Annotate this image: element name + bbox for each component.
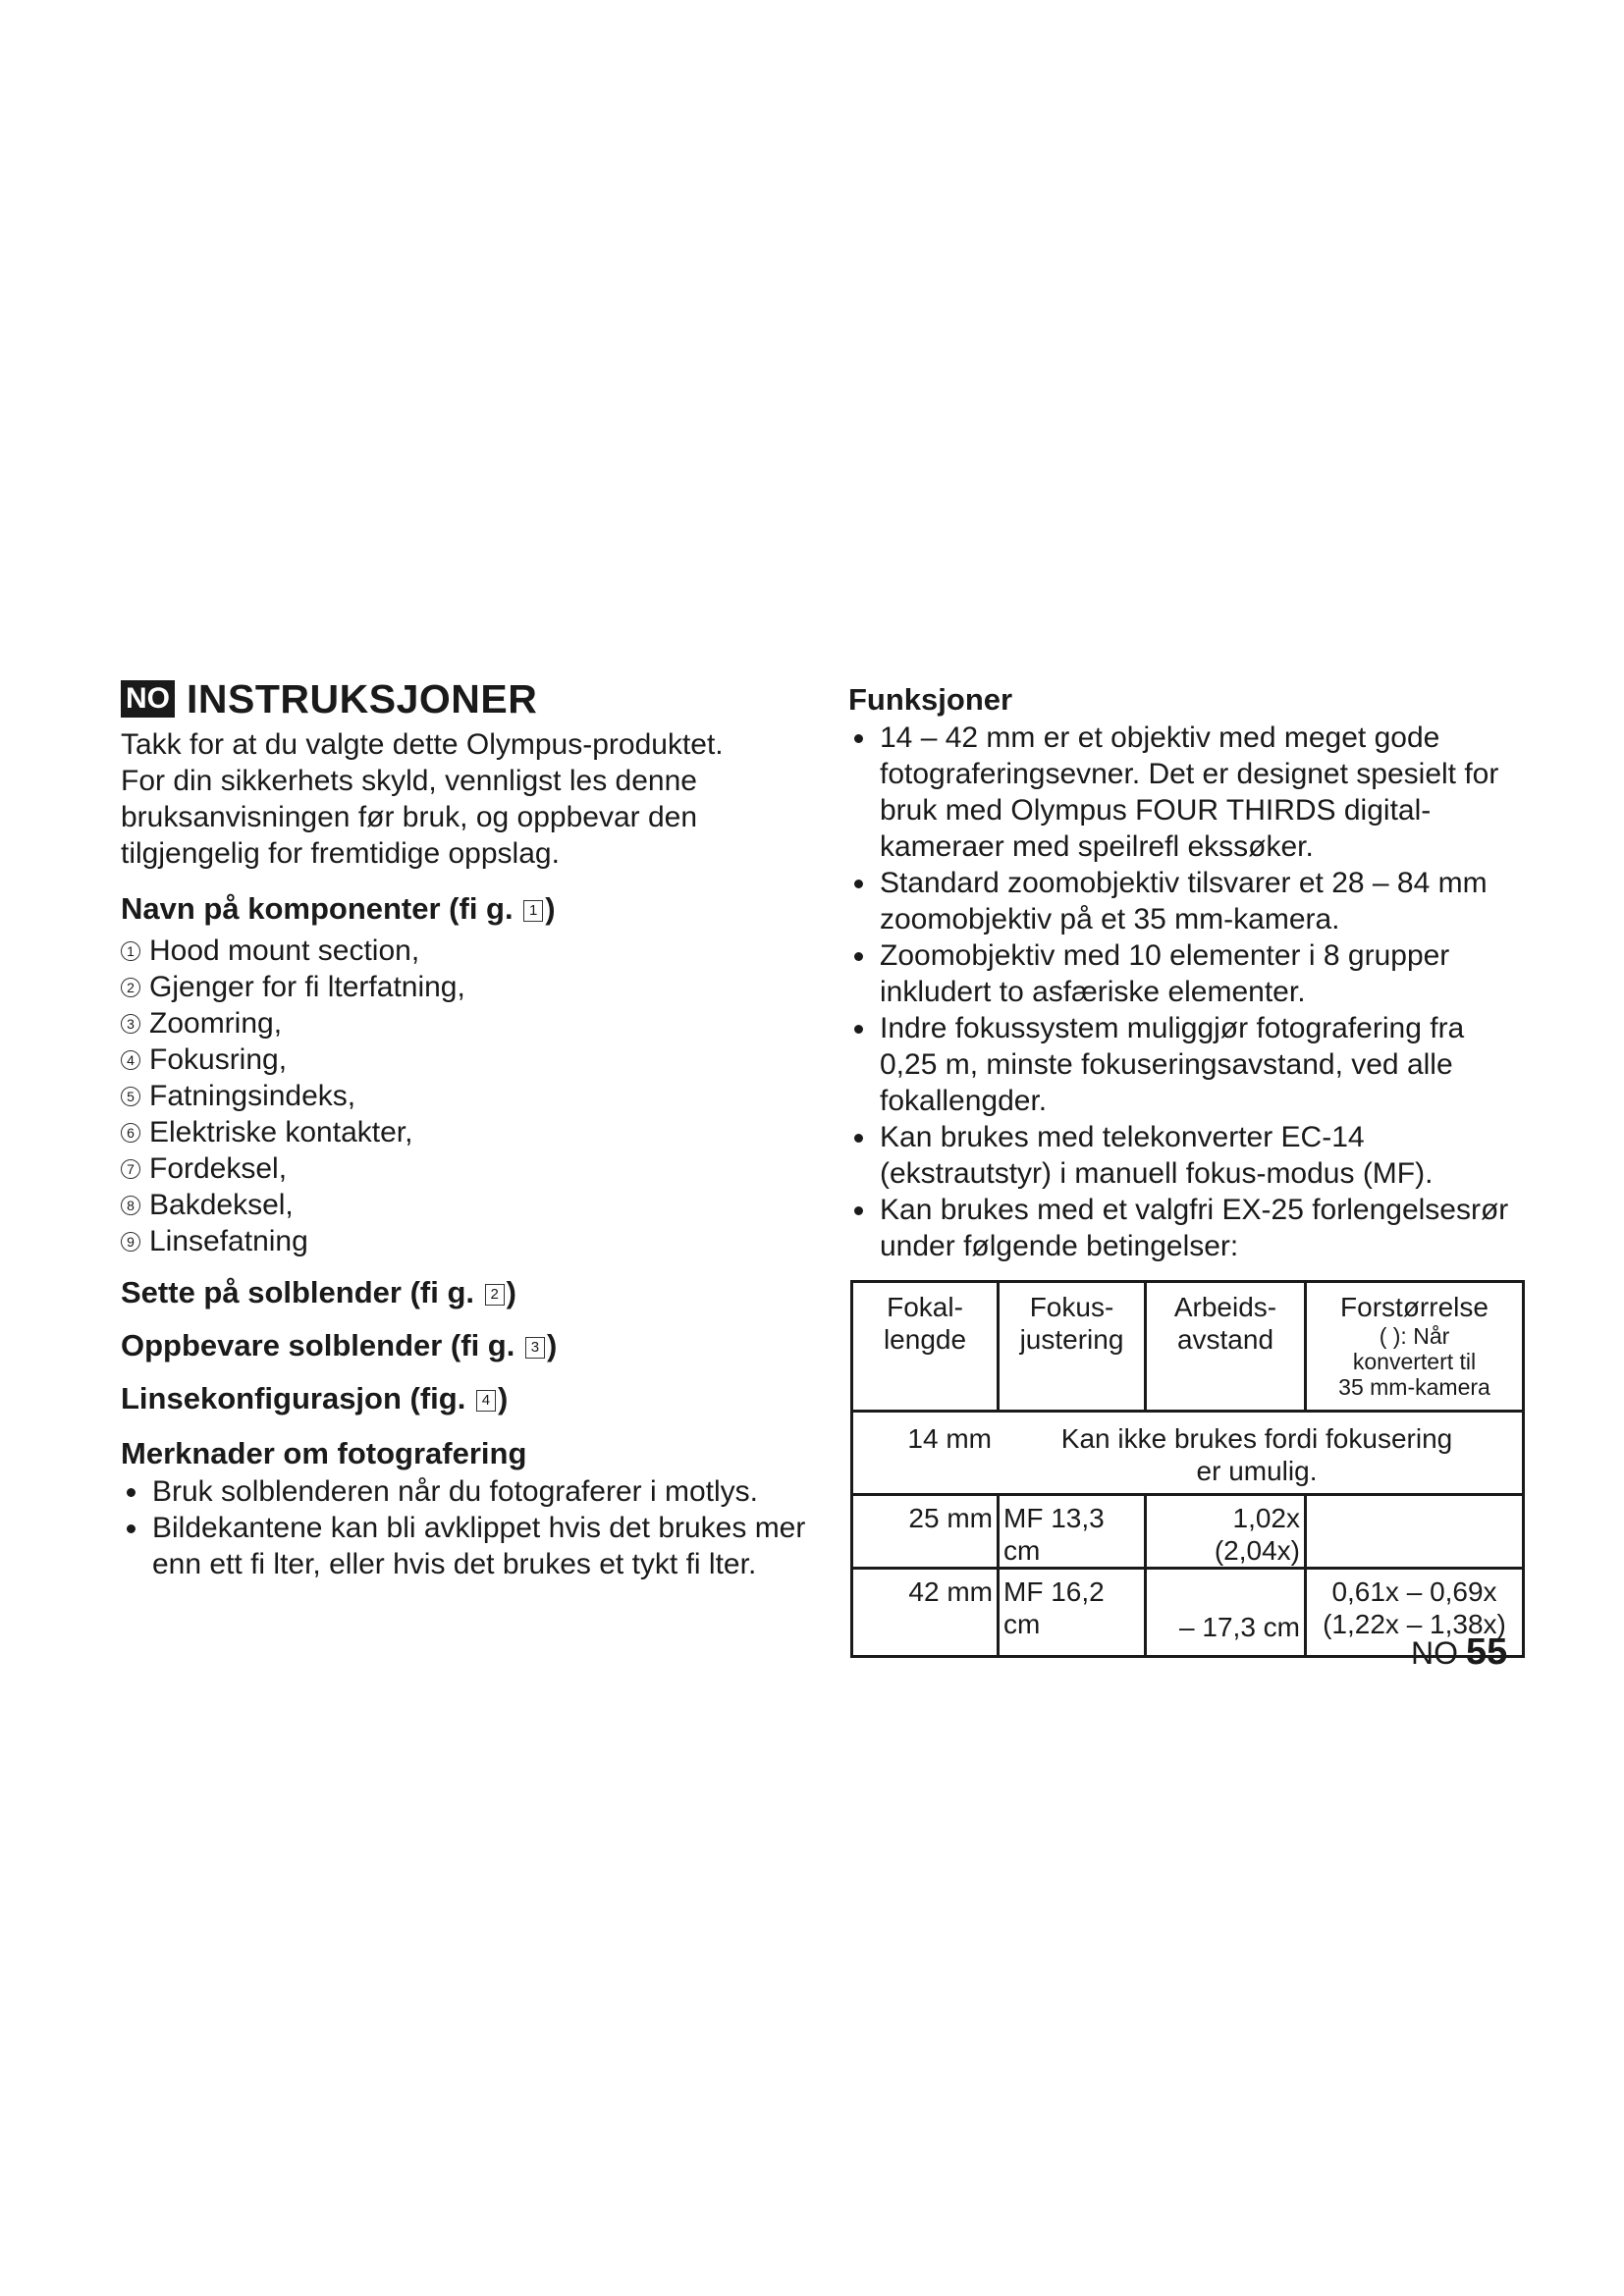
component-number: 1 (121, 941, 140, 961)
component-number: 4 (121, 1050, 140, 1070)
focus-value: MF 13,3 cm (999, 1495, 1146, 1569)
focal-value: 42 mm (852, 1569, 999, 1657)
focal-value: 14 mm (907, 1423, 992, 1454)
oppbevare-heading: Oppbevare solblender (fi g. 3 ) (121, 1328, 558, 1362)
components-heading: Navn på komponenter (fi g. 1 ) (121, 891, 556, 926)
component-number: 7 (121, 1159, 140, 1179)
component-number: 9 (121, 1232, 140, 1252)
merknader-list (121, 1473, 808, 1582)
component-label: Linsefatning (149, 1225, 308, 1257)
table-row (852, 1412, 1524, 1495)
intro-line: bruksanvisningen før bruk, og oppbevar den (121, 801, 698, 833)
component-label: Bakdeksel, (149, 1189, 294, 1221)
list-item: Indre fokussystem muliggjør fotografering fra 0,25 m, minste fokuseringsavstand, ved alle fokallengder. (848, 1010, 1526, 1119)
table-header-row (852, 1282, 1524, 1412)
figure-number: 2 (485, 1284, 505, 1306)
component-label: Fokusring, (149, 1043, 288, 1076)
component-item (121, 1223, 808, 1259)
list-item: Standard zoomobjektiv tilsvarer et 28 – 84 mm zoomobjektiv på et 35 mm-kamera. (848, 865, 1526, 937)
page-number (1411, 1631, 1507, 1674)
component-item (121, 933, 808, 969)
component-number: 5 (121, 1087, 140, 1106)
unavailable-note: er umulig. (1196, 1456, 1318, 1486)
header-cell-focal: Fokal- lengde (852, 1282, 999, 1412)
magnification-value: 0,61x – 0,69x (1,22x – 1,38x) (1306, 1569, 1524, 1657)
figure-number: 1 (523, 900, 543, 922)
page-title: INSTRUKSJONER (187, 675, 538, 721)
magnification-value: 1,02x (2,04x) (1146, 1495, 1306, 1569)
sette-heading: Sette på solblender (fi g. 2 ) (121, 1275, 516, 1309)
page-number-value: 55 (1466, 1631, 1508, 1673)
empty-cell (1306, 1495, 1524, 1569)
intro-line: Takk for at du valgte dette Olympus-produktet. (121, 728, 724, 761)
component-item (121, 1078, 808, 1114)
intro-line: tilgjengelig for fremtidige oppslag. (121, 837, 560, 870)
list-item: Bildekantene kan bli avklippet hvis det brukes mer enn ett fi lter, eller hvis det brukes et tykt fi lter. (121, 1510, 808, 1582)
component-item (121, 1005, 808, 1041)
table-cell-14mm (852, 1412, 1524, 1495)
intro-text (121, 726, 808, 872)
figure-number: 3 (525, 1337, 545, 1359)
component-number: 2 (121, 978, 140, 997)
component-label: Hood mount section, (149, 934, 420, 967)
right-column (848, 680, 1526, 1264)
list-item: 14 – 42 mm er et objektiv med meget gode fotograferingsevner. Det er designet spesielt for bruk med Olympus FOUR THIRDS digital-kameraer med speilrefl ekssøker. (848, 720, 1526, 865)
funksjoner-heading: Funksjoner (848, 682, 1013, 717)
component-label: Zoomring, (149, 1007, 283, 1040)
unavailable-note: Kan ikke brukes fordi fokusering (1060, 1423, 1453, 1454)
component-number: 6 (121, 1123, 140, 1143)
linse-heading: Linsekonfigurasjon (fig. 4 ) (121, 1381, 509, 1415)
component-label: Gjenger for fi lterfatning, (149, 971, 465, 1003)
title-row (121, 673, 808, 724)
list-item: Kan brukes med telekonverter EC-14 (ekstrautstyr) i manuell fokus-modus (MF). (848, 1119, 1526, 1192)
list-item: Bruk solblenderen når du fotograferer i motlys. (121, 1473, 808, 1510)
language-badge: NO (121, 680, 175, 718)
components-list (121, 933, 808, 1259)
list-item: Kan brukes med et valgfri EX-25 forlengelsesrør under følgende betingelser: (848, 1192, 1526, 1264)
merknader-heading: Merknader om fotografering (121, 1436, 527, 1470)
focal-value: 25 mm (852, 1495, 999, 1569)
component-item (121, 1150, 808, 1187)
list-item: Zoomobjektiv med 10 elementer i 8 grupper inkludert to asfæriske elementer. (848, 937, 1526, 1010)
component-label: Elektriske kontakter, (149, 1116, 413, 1148)
component-item (121, 1114, 808, 1150)
header-cell-focus: Fokus- justering (999, 1282, 1146, 1412)
distance-value: – 17,3 cm (1146, 1569, 1306, 1657)
component-number: 3 (121, 1014, 140, 1034)
funksjoner-list (848, 720, 1526, 1264)
component-number: 8 (121, 1196, 140, 1215)
page-lang: NO (1411, 1635, 1458, 1671)
figure-number: 4 (476, 1390, 496, 1412)
header-cell-magnification: Forstørrelse ( ): Når konvertert til 35 mm-kamera (1306, 1282, 1524, 1412)
component-label: Fordeksel, (149, 1152, 288, 1185)
header-cell-distance: Arbeids- avstand (1146, 1282, 1306, 1412)
focus-value: MF 16,2 cm (999, 1569, 1146, 1657)
component-item (121, 969, 808, 1005)
intro-line: For din sikkerhets skyld, vennligst les denne (121, 765, 697, 797)
table-row (852, 1495, 1524, 1569)
component-item (121, 1041, 808, 1078)
component-item (121, 1187, 808, 1223)
left-column (121, 673, 808, 1582)
component-label: Fatningsindeks, (149, 1080, 356, 1112)
spec-table (850, 1280, 1525, 1658)
